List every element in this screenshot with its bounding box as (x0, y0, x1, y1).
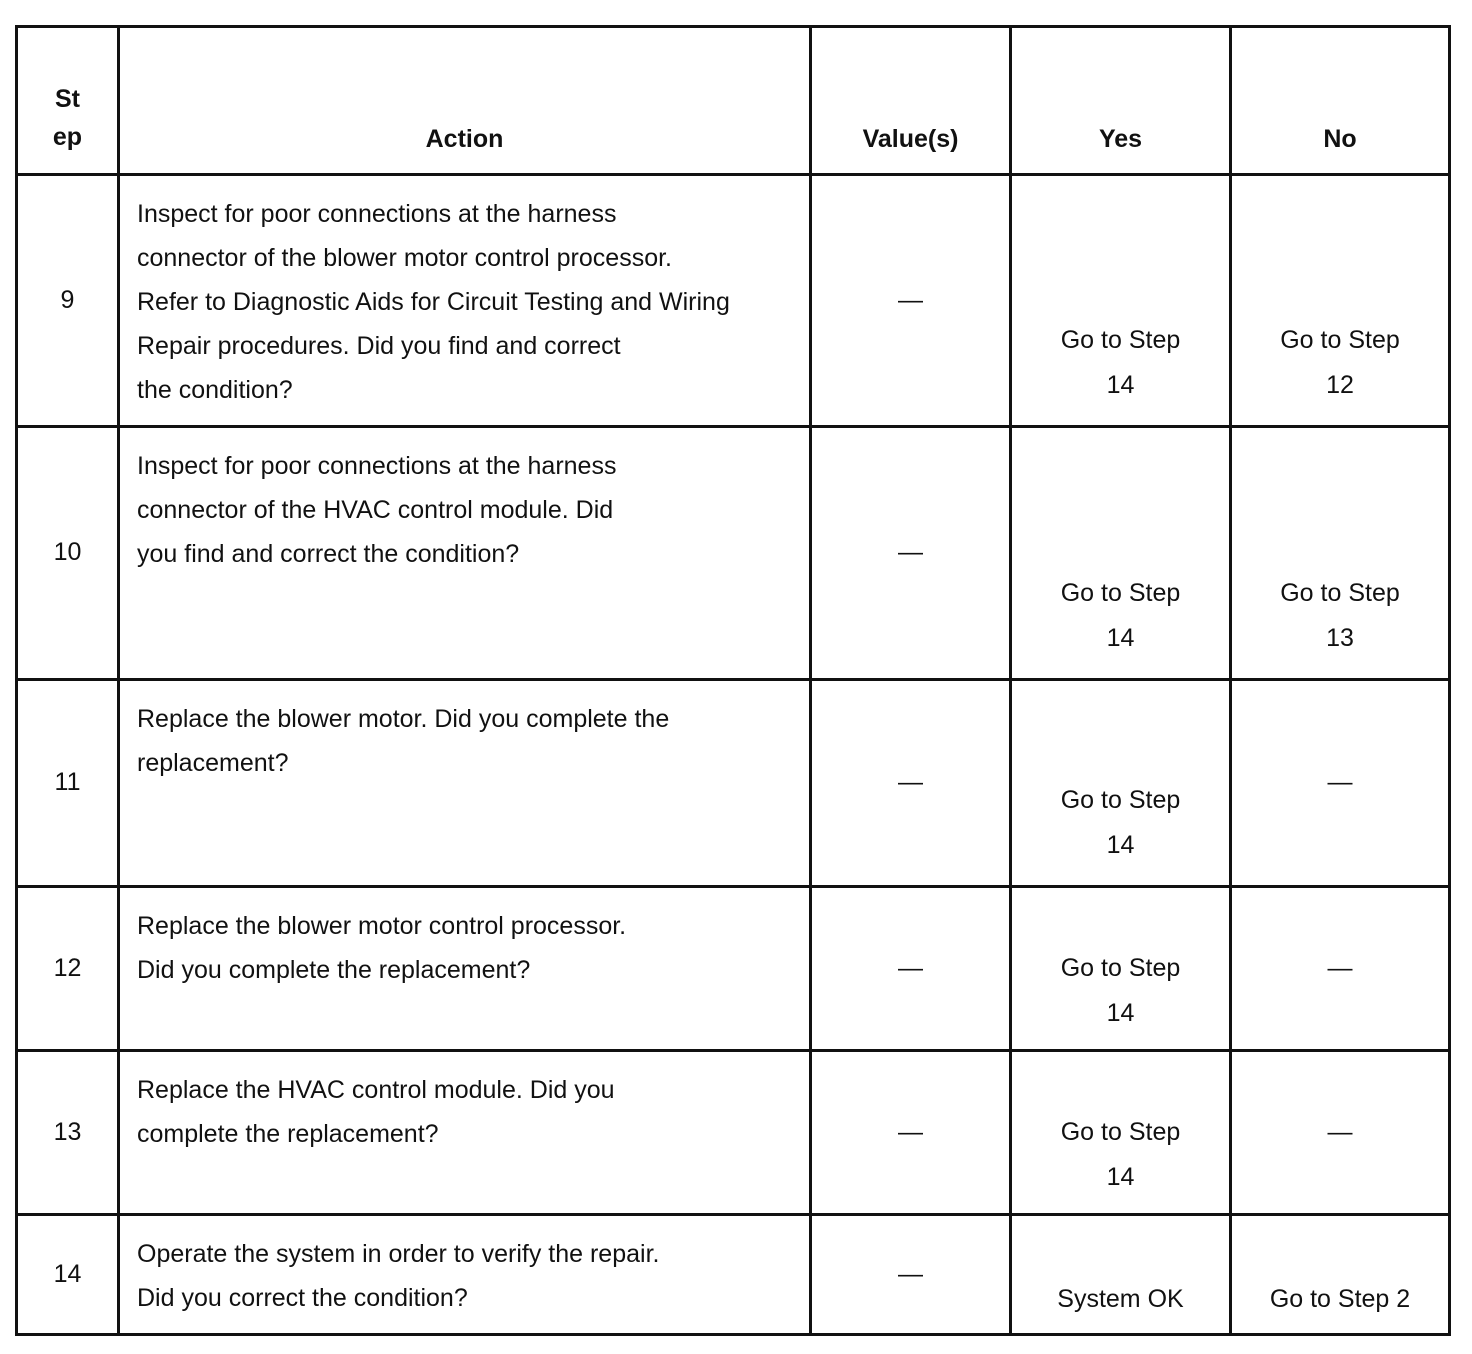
no-dash: — (1327, 768, 1353, 797)
no-cell (1232, 681, 1448, 888)
yes-goto-step: 14 (1106, 370, 1135, 399)
action-line: replacement? (137, 749, 289, 777)
header-yes-label: Yes (1098, 125, 1143, 154)
step-number: 14 (53, 1259, 82, 1288)
action-cell (120, 681, 812, 888)
action-line: you find and correct the condition? (137, 540, 520, 568)
yes-goto-step: 14 (1106, 830, 1135, 859)
action-line: Refer to Diagnostic Aids for Circuit Testing and Wiring (137, 288, 730, 316)
value-dash: — (898, 1259, 923, 1288)
step-cell (18, 1052, 120, 1216)
value-cell (812, 681, 1012, 888)
yes-cell (1012, 1216, 1232, 1333)
step-cell (18, 428, 120, 681)
header-step-line2: ep (52, 123, 83, 152)
header-step-line1: St (55, 84, 80, 113)
yes-system-ok: System OK (1057, 1284, 1184, 1313)
action-line: Operate the system in order to verify the repair. (137, 1240, 660, 1268)
yes-cell (1012, 428, 1232, 681)
step-number: 12 (53, 953, 82, 982)
yes-goto-step: 14 (1106, 1162, 1135, 1191)
no-goto-step: 12 (1326, 370, 1354, 399)
step-number: 13 (53, 1117, 82, 1146)
no-cell (1232, 428, 1448, 681)
action-line: Inspect for poor connections at the harness (137, 200, 617, 228)
step-number: 9 (60, 285, 75, 314)
yes-goto-step: 14 (1106, 623, 1135, 652)
no-cell (1232, 1052, 1448, 1216)
value-dash: — (898, 285, 923, 314)
value-cell (812, 1052, 1012, 1216)
no-cell (1232, 888, 1448, 1052)
yes-goto-label: Go to Step (1060, 1118, 1181, 1146)
action-line: Replace the blower motor control processor. (137, 912, 627, 940)
yes-goto-label: Go to Step (1060, 786, 1181, 814)
yes-cell (1012, 1052, 1232, 1216)
step-cell (18, 1216, 120, 1333)
header-action (120, 28, 812, 176)
header-no-label: No (1323, 125, 1357, 154)
no-cell (1232, 1216, 1448, 1333)
yes-goto-step: 14 (1106, 998, 1135, 1027)
no-goto-label: Go to Step (1280, 326, 1400, 354)
action-line: Replace the HVAC control module. Did you (137, 1076, 615, 1104)
action-line: connector of the HVAC control module. Did (137, 496, 614, 524)
no-cell (1232, 176, 1448, 428)
yes-goto-label: Go to Step (1060, 954, 1181, 982)
step-cell (18, 888, 120, 1052)
step-number: 10 (53, 538, 82, 567)
action-line: Repair procedures. Did you find and correct (137, 332, 621, 360)
value-cell (812, 888, 1012, 1052)
action-cell (120, 888, 812, 1052)
value-dash: — (898, 768, 923, 797)
yes-goto-label: Go to Step (1060, 579, 1181, 607)
value-dash: — (898, 1117, 923, 1146)
action-line: Did you complete the replacement? (137, 956, 531, 984)
action-cell (120, 428, 812, 681)
no-goto-step: 13 (1326, 623, 1354, 652)
header-no (1232, 28, 1448, 176)
header-step (18, 28, 120, 176)
value-cell (812, 1216, 1012, 1333)
value-cell (812, 176, 1012, 428)
yes-goto-label: Go to Step (1060, 326, 1181, 354)
header-values-label: Value(s) (862, 125, 959, 154)
header-yes (1012, 28, 1232, 176)
yes-cell (1012, 888, 1232, 1052)
action-line: the condition? (137, 376, 293, 404)
yes-cell (1012, 681, 1232, 888)
action-line: Inspect for poor connections at the harness (137, 452, 617, 480)
action-cell (120, 176, 812, 428)
step-number: 11 (54, 768, 81, 797)
action-line: Replace the blower motor. Did you complete the (137, 705, 670, 733)
header-action-label: Action (425, 125, 504, 154)
action-cell (120, 1216, 812, 1333)
value-dash: — (898, 953, 923, 982)
action-line: connector of the blower motor control processor. (137, 244, 672, 272)
action-line: complete the replacement? (137, 1120, 439, 1148)
no-dash: — (1327, 953, 1353, 982)
step-cell (18, 681, 120, 888)
yes-cell (1012, 176, 1232, 428)
step-cell (18, 176, 120, 428)
action-line: Did you correct the condition? (137, 1284, 468, 1312)
value-cell (812, 428, 1012, 681)
header-values (812, 28, 1012, 176)
no-goto-label: Go to Step (1280, 579, 1400, 607)
value-dash: — (898, 538, 923, 567)
action-cell (120, 1052, 812, 1216)
no-dash: — (1327, 1117, 1353, 1146)
no-goto-step-2: Go to Step 2 (1269, 1284, 1411, 1313)
diagnostic-table (15, 25, 1451, 1336)
